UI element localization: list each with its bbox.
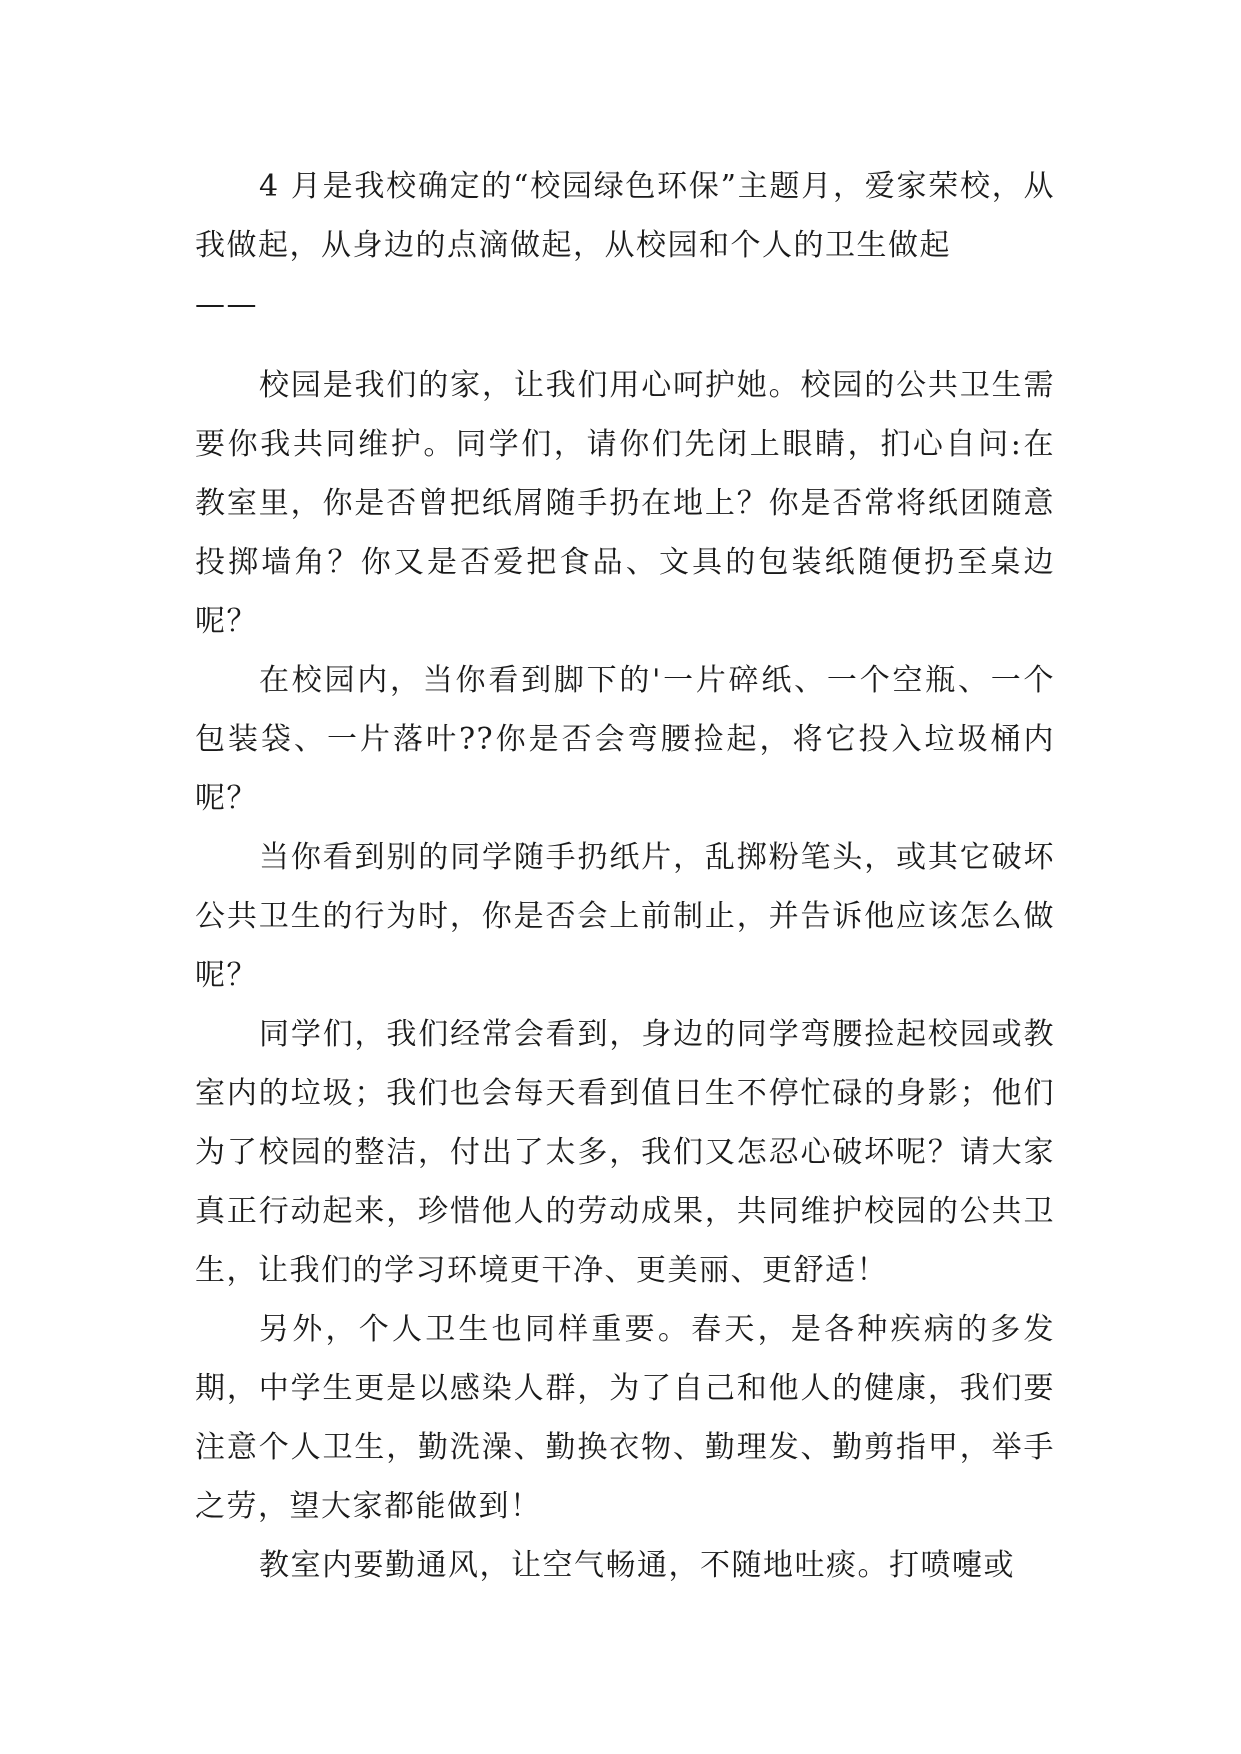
dash-line: —— <box>195 287 258 322</box>
paragraph-theme-month: 4 月是我校确定的“校园绿色环保”主题月，爱家荣校，从我做起，从身边的点滴做起，从校园和个人的卫生做起 <box>195 169 1055 263</box>
paragraph-ventilation: 教室内要勤通风，让空气畅通，不随地吐痰。打喷嚏或 <box>259 1548 1015 1583</box>
paragraph-campus-litter: 在校园内，当你看到脚下的'一片碎纸、一个空瓶、一个包装袋、一片落叶??你是否会弯腰捡起，将它投入垃圾桶内呢？ <box>195 663 1055 816</box>
document-body <box>195 157 1055 1595</box>
paragraph-personal-hygiene: 另外，个人卫生也同样重要。春天，是各种疾病的多发期，中学生更是以感染人群，为了自己和他人的健康，我们要注意个人卫生，勤洗澡、勤换衣物、勤理发、勤剪指甲，举手之劳，望大家都能做到！ <box>195 1312 1055 1524</box>
paragraph-classmates: 同学们，我们经常会看到，身边的同学弯腰捡起校园或教室内的垃圾；我们也会每天看到值日生不停忙碌的身影；他们为了校园的整洁，付出了太多，我们又怎忍心破坏呢？请大家真正行动起来，珍惜他人的劳动成果，共同维护校园的公共卫生，让我们的学习环境更干净、更美丽、更舒适！ <box>195 1017 1055 1288</box>
paragraph-stop-behavior: 当你看到别的同学随手扔纸片，乱掷粉笔头，或其它破坏公共卫生的行为时，你是否会上前制止，并告诉他应该怎么做呢？ <box>195 840 1055 993</box>
paragraph-campus-home: 校园是我们的家，让我们用心呵护她。校园的公共卫生需要你我共同维护。同学们，请你们先闭上眼睛，扪心自问:在教室里，你是否曾把纸屑随手扔在地上？你是否常将纸团随意投掷墙角？你又是否爱把食品、文具的包装纸随便扔至桌边呢？ <box>195 368 1055 639</box>
